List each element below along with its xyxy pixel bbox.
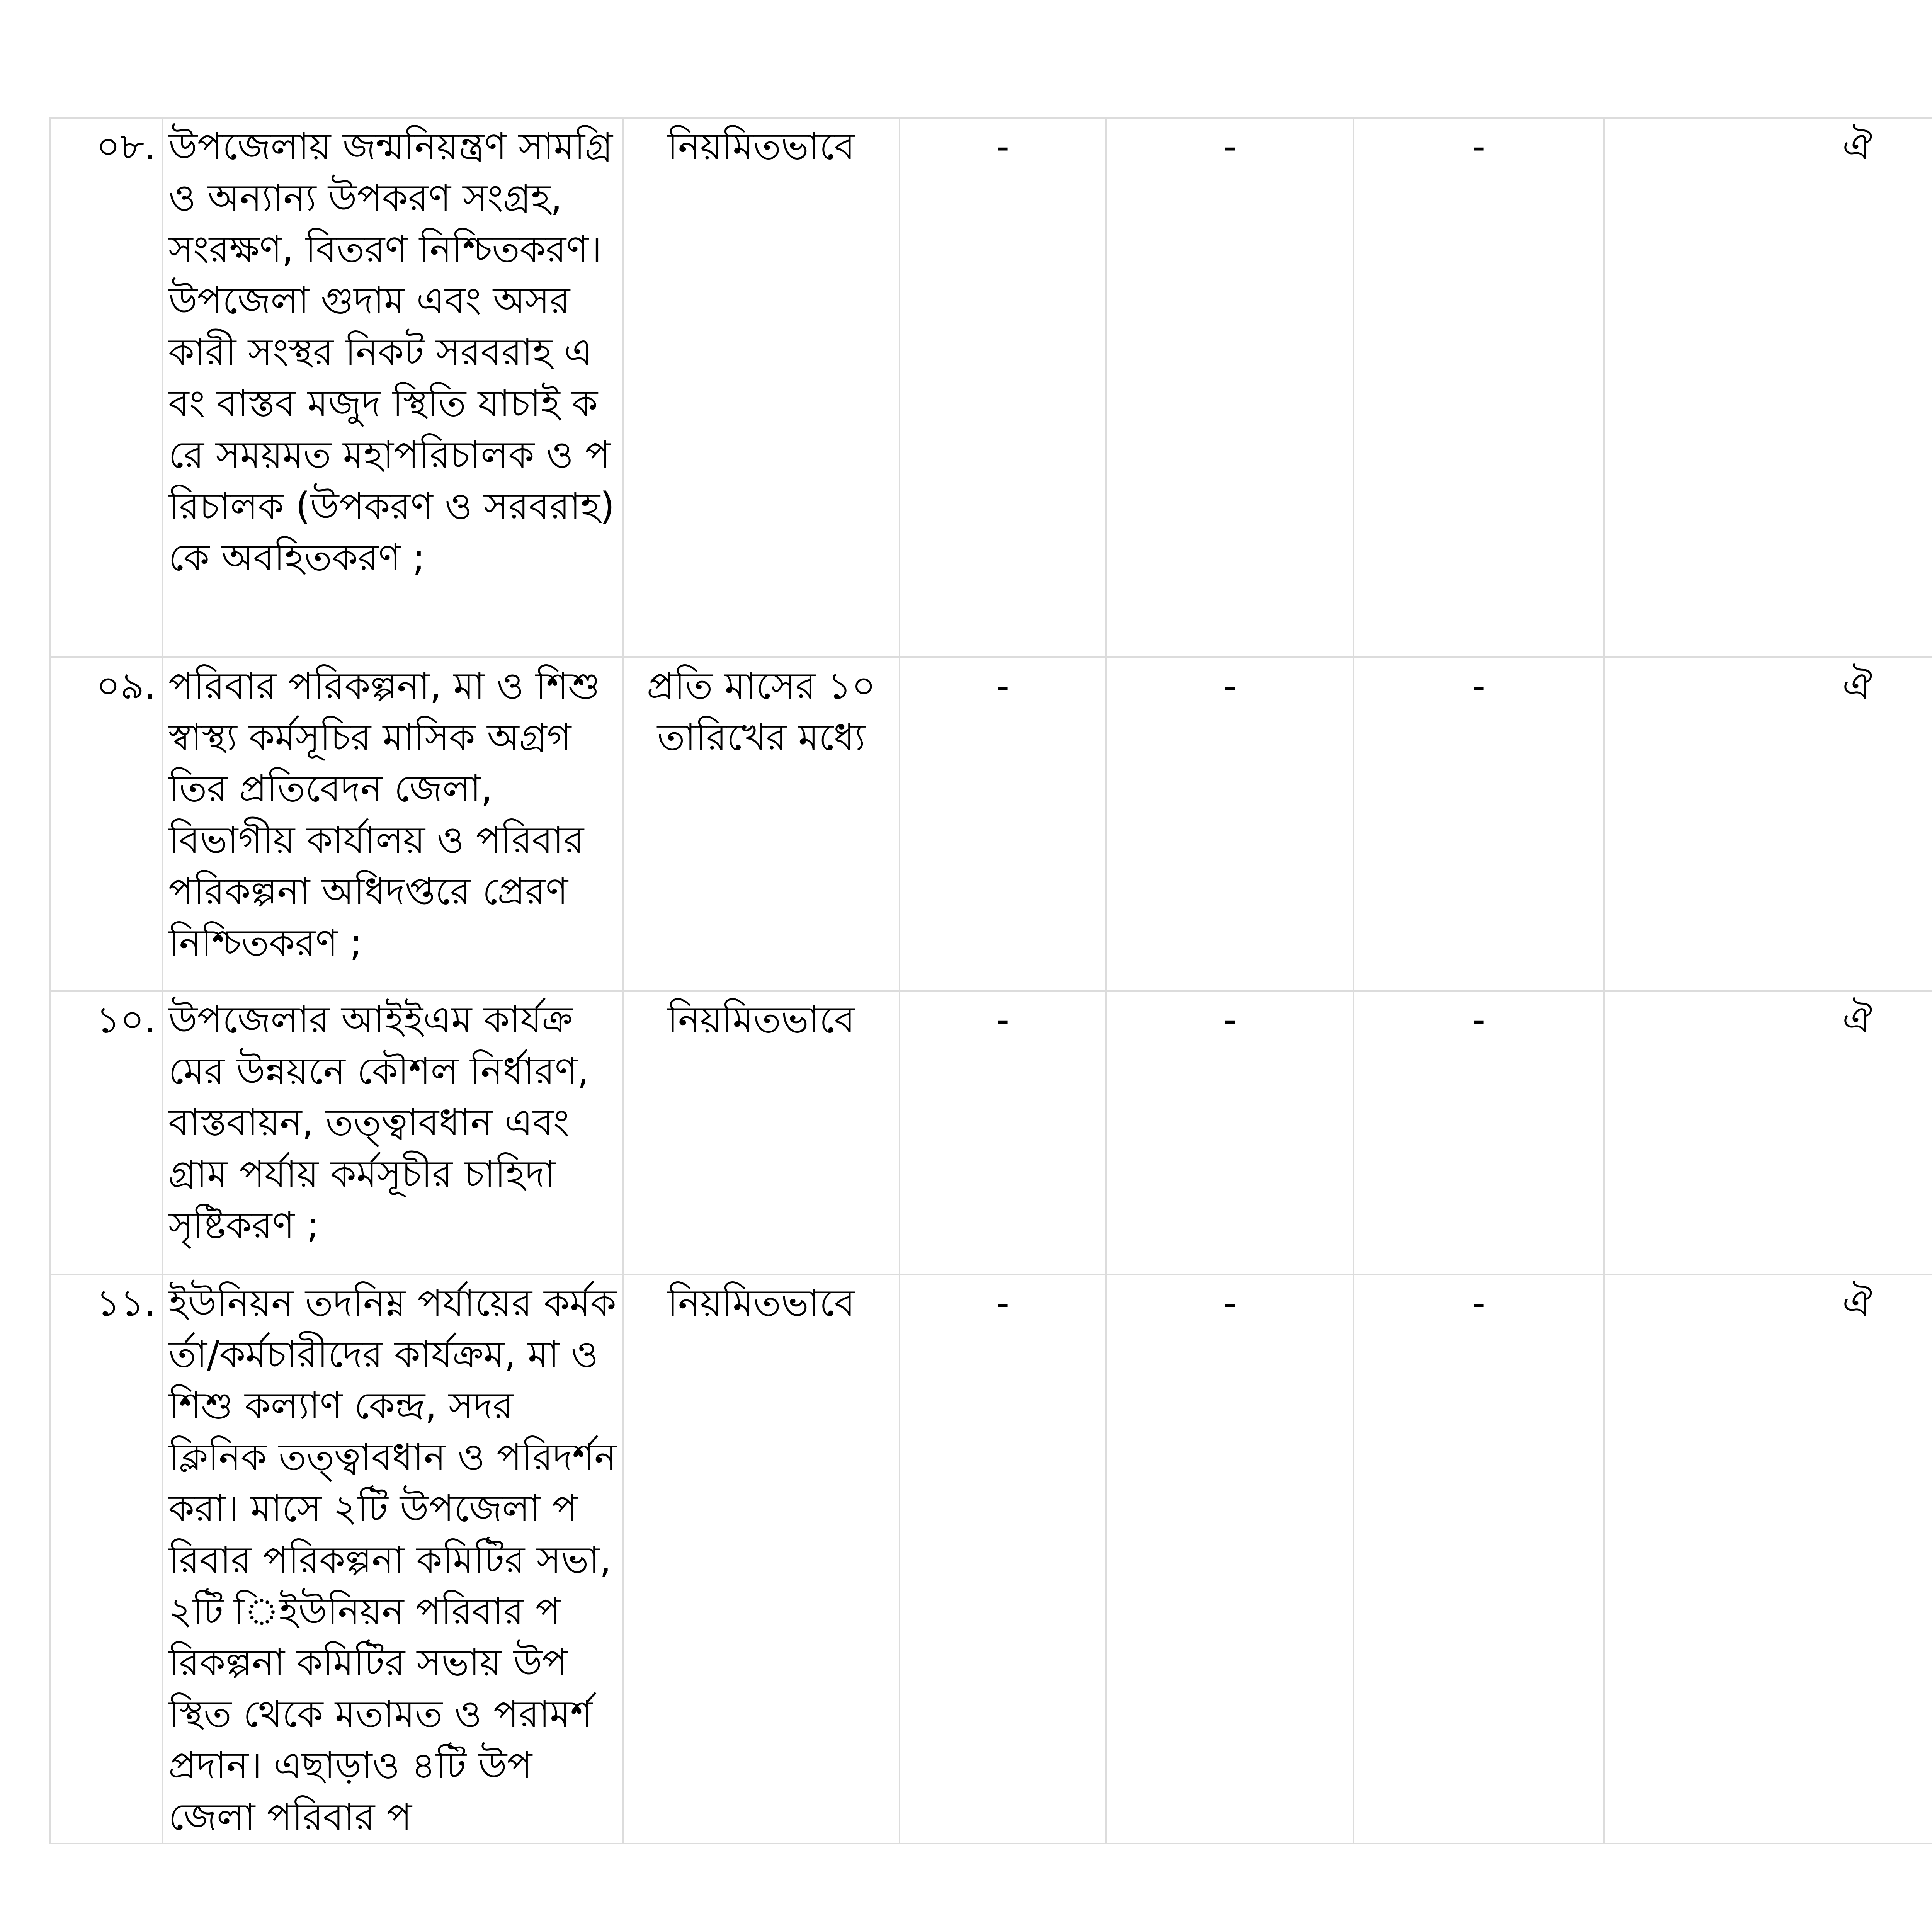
frequency-cell: নিয়মিতভাবে bbox=[623, 118, 900, 657]
dash-cell: - bbox=[1106, 118, 1354, 657]
table-row bbox=[50, 118, 1932, 657]
ditto-cell: ঐ bbox=[1604, 1274, 1932, 1844]
ditto-cell: ঐ bbox=[1604, 991, 1932, 1274]
ditto-cell: ঐ bbox=[1604, 657, 1932, 991]
ditto-cell: ঐ bbox=[1604, 118, 1932, 657]
frequency-cell: নিয়মিতভাবে bbox=[623, 1274, 900, 1844]
table-row bbox=[50, 657, 1932, 991]
description-cell: উপজেলায় জন্মনিয়ন্ত্রণ সামগ্রি ও অন্যান্য উপকরণ সংগ্রহ, সংরক্ষণ, বিতরণ নিশ্চিতকরণ। উপজেলা গুদাম এবং অসরকারী সংস্থর নিকট সরবরাহ এবং বাস্তব মজুদ স্থিতি যাচাই করে সময়মত মহাপরিচালক ও পরিচালক (উপকরণ ও সরবরাহ) কে অবহিতকরণ ; bbox=[162, 118, 623, 657]
duty-table bbox=[49, 117, 1932, 1844]
frequency-cell: প্রতি মাসের ১০ তারিখের মধ্যে bbox=[623, 657, 900, 991]
dash-cell: - bbox=[900, 118, 1106, 657]
serial-cell: ১১. bbox=[50, 1274, 162, 1844]
description-cell: পরিবার পরিকল্পনা, মা ও শিশু স্বাস্থ্য কর্মসূচির মাসিক অগ্রগতির প্রতিবেদন জেলা, বিভাগীয় কার্যালয় ও পরিবার পরিকল্পনা অধিদপ্তরে প্রেরণ নিশ্চিতকরণ ; bbox=[162, 657, 623, 991]
dash-cell: - bbox=[900, 991, 1106, 1274]
dash-cell: - bbox=[1354, 118, 1604, 657]
dash-cell: - bbox=[900, 1274, 1106, 1844]
dash-cell: - bbox=[1106, 991, 1354, 1274]
dash-cell: - bbox=[1354, 991, 1604, 1274]
dash-cell: - bbox=[1106, 657, 1354, 991]
description-cell: উপজেলার আইইএম কার্যক্রমের উন্নয়নে কৌশল নির্ধারণ, বাস্তবায়ন, তত্ত্বাবধান এবং গ্রাম পর্যায় কর্মসূচীর চাহিদা সৃষ্টিকরণ ; bbox=[162, 991, 623, 1274]
serial-cell: ০৯. bbox=[50, 657, 162, 991]
description-cell: ইউনিয়ন তদনিম্ন পর্যায়ের কর্মকর্তা/কর্মচারীদের কার্যক্রম, মা ও শিশু কল্যাণ কেন্দ্র, সদর ক্লিনিক তত্ত্বাবধান ও পরিদর্শন করা। মাসে ২টি উপজেলা পরিবার পরিকল্পনা কমিটির সভা, ২টি িইউনিয়ন পরিবার পরিকল্পনা কমিটির সভায় উপস্থিত থেকে মতামত ও পরামর্শ প্রদান। এছাড়াও ৪টি উপজেলা পরিবার প bbox=[162, 1274, 623, 1844]
dash-cell: - bbox=[1354, 1274, 1604, 1844]
dash-cell: - bbox=[900, 657, 1106, 991]
serial-cell: ১০. bbox=[50, 991, 162, 1274]
table-row bbox=[50, 1274, 1932, 1844]
dash-cell: - bbox=[1106, 1274, 1354, 1844]
serial-cell: ০৮. bbox=[50, 118, 162, 657]
frequency-cell: নিয়মিতভাবে bbox=[623, 991, 900, 1274]
dash-cell: - bbox=[1354, 657, 1604, 991]
table-row bbox=[50, 991, 1932, 1274]
